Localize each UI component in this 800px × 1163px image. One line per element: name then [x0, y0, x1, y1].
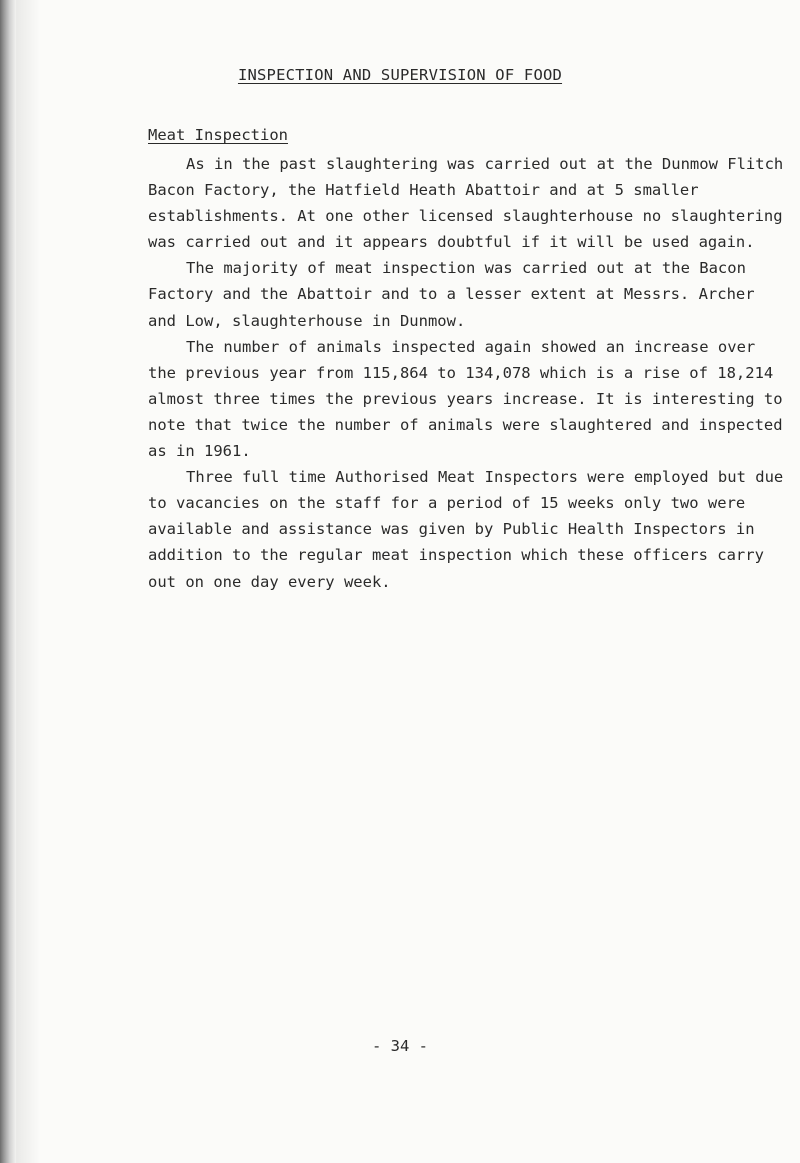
- section-body: [148, 151, 788, 595]
- paragraph: As in the past slaughtering was carried out at the Dunmow Flitch Bacon Factory, the Hatfield Heath Abattoir and at 5 smaller establishments. At one other licensed slaughterhouse no slaughtering was carried out and it appears doubtful if it will be used again.: [148, 155, 784, 252]
- section-title: Meat Inspection: [148, 126, 288, 144]
- paragraph: Three full time Authorised Meat Inspectors were employed but due to vacancies on the staff for a period of 15 weeks only two were available and assistance was given by Public Health Inspectors in addition to the regular meat inspection which these officers carry out on one day every week.: [148, 468, 784, 591]
- page-number: - 34 -: [372, 1037, 428, 1055]
- paragraph: The majority of meat inspection was carried out at the Bacon Factory and the Abattoir and to a lesser extent at Messrs. Archer and Low, slaughterhouse in Dunmow.: [148, 259, 755, 330]
- page-heading: INSPECTION AND SUPERVISION OF FOOD: [237, 66, 563, 84]
- paragraph: The number of animals inspected again showed an increase over the previous year from 115,864 to 134,078 which is a rise of 18,214 almost three times the previous years increase. It is interesting to note that twice the number of animals were slaughtered and inspected as in 1961.: [148, 337, 783, 461]
- scan-binding-edge: [0, 0, 16, 1163]
